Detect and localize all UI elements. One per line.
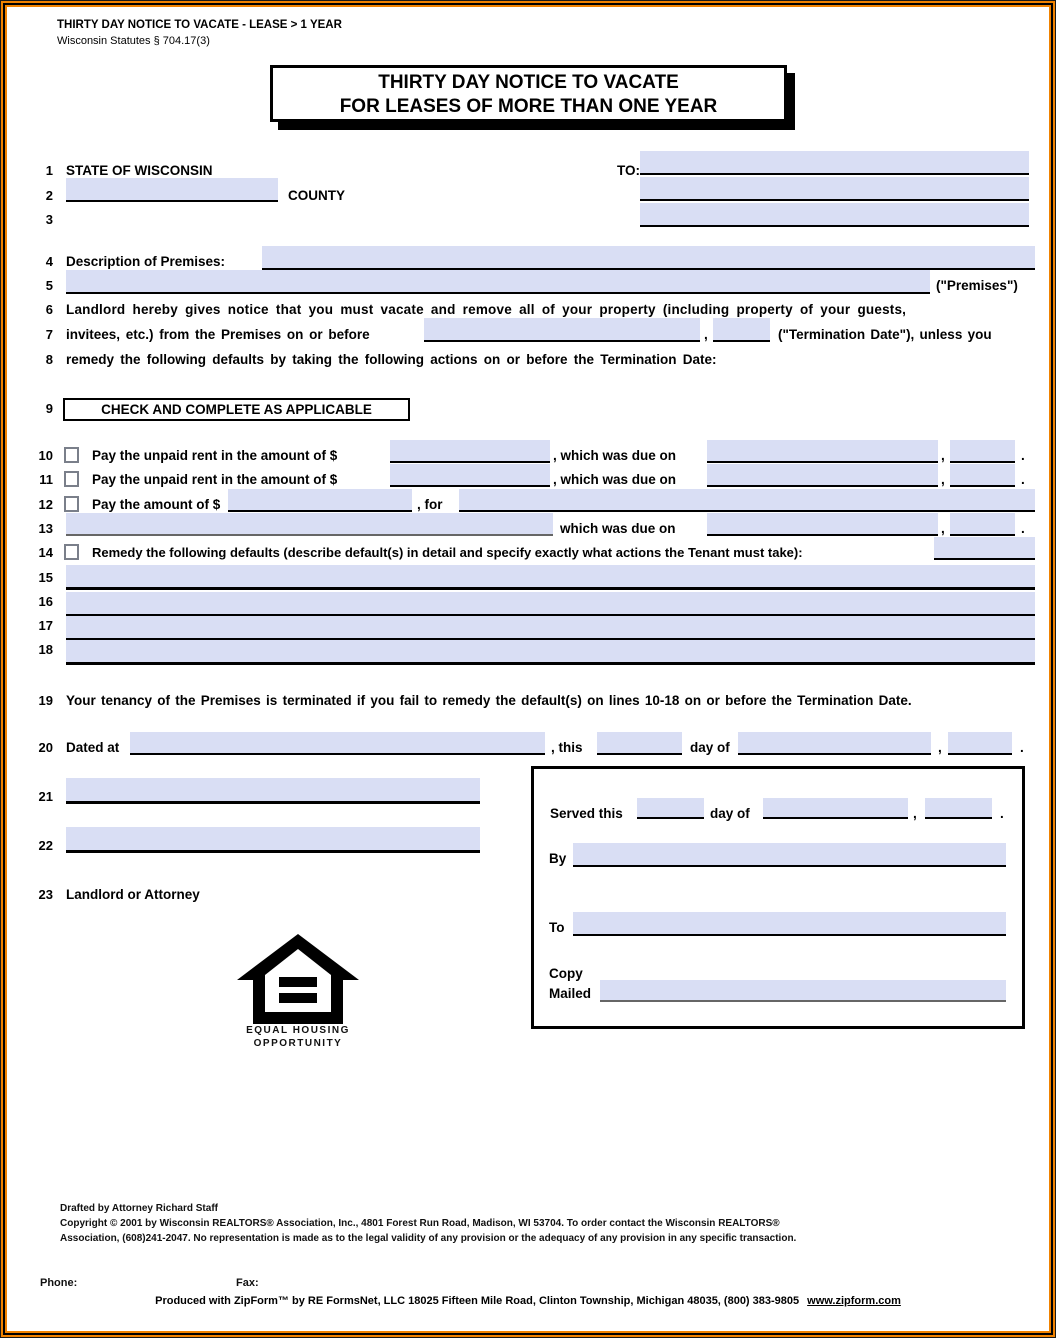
field-dated-month[interactable] <box>738 732 931 755</box>
line-number: 11 <box>39 472 53 487</box>
checkbox-remedy-defaults[interactable] <box>64 544 79 560</box>
field-due-date-3[interactable] <box>707 513 938 536</box>
copyright-text-line2: Association, (608)241-2047. No representation is made as to the legal validity of any provision or the adequacy of any provision in any specific transaction. <box>60 1233 797 1244</box>
notice-text-line8: remedy the following defaults by taking the following actions on or before the Termination Date: <box>66 352 717 367</box>
served-by-label: By <box>549 851 567 866</box>
day-of-label: day of <box>690 740 730 755</box>
zipform-link[interactable]: www.zipform.com <box>807 1295 901 1307</box>
equal-housing-caption-line2: OPPORTUNITY <box>253 1038 343 1049</box>
drafted-by-text: Drafted by Attorney Richard Staff <box>60 1203 218 1214</box>
field-remedy-5[interactable] <box>66 640 1035 665</box>
line-number: 23 <box>38 887 53 902</box>
field-amount-for-2[interactable] <box>66 513 553 536</box>
field-to-line2[interactable] <box>640 177 1029 201</box>
field-remedy-3[interactable] <box>66 592 1035 617</box>
form-title <box>270 65 787 122</box>
field-served-day[interactable] <box>637 798 704 819</box>
field-served-year[interactable] <box>925 798 992 819</box>
field-to-line3[interactable] <box>640 203 1029 227</box>
line-number: 12 <box>38 497 53 512</box>
line-number: 16 <box>38 594 53 609</box>
phone-label: Phone: <box>40 1277 78 1289</box>
field-remedy-2[interactable] <box>66 565 1035 590</box>
field-due-date-1[interactable] <box>707 440 938 463</box>
notice-text-line7-post: ("Termination Date"), unless you <box>778 327 992 342</box>
checkbox-pay-rent-1[interactable] <box>64 447 79 463</box>
this-label: , this <box>551 740 583 755</box>
line-number: 4 <box>45 254 53 269</box>
checkbox-pay-rent-2[interactable] <box>64 471 79 487</box>
comma-separator: , <box>941 521 945 536</box>
landlord-or-attorney-label: Landlord or Attorney <box>66 887 200 902</box>
period-separator: . <box>1021 448 1025 463</box>
field-signature-2[interactable] <box>66 827 480 853</box>
form-title-line2: FOR LEASES OF MORE THAN ONE YEAR <box>339 96 718 117</box>
to-label: TO: <box>617 163 640 178</box>
comma-separator: , <box>704 327 708 342</box>
statute-reference: Wisconsin Statutes § 704.17(3) <box>57 35 210 47</box>
comma-separator: , <box>913 806 917 821</box>
for-label: , for <box>417 497 443 512</box>
field-rent-amount-2[interactable] <box>390 464 550 487</box>
field-termination-year[interactable] <box>713 318 770 342</box>
line-number: 1 <box>45 163 53 178</box>
comma-separator: , <box>941 472 945 487</box>
served-to-label: To <box>549 920 565 935</box>
line-number: 13 <box>38 521 53 536</box>
description-label: Description of Premises: <box>66 254 226 269</box>
line-number: 17 <box>38 618 53 633</box>
equal-housing-caption-line1: EQUAL HOUSING <box>246 1025 350 1036</box>
field-due-date-2[interactable] <box>707 464 938 487</box>
which-was-due-label-1: , which was due on <box>553 448 677 463</box>
line-number: 5 <box>45 278 53 293</box>
field-remedy-1[interactable] <box>934 537 1035 560</box>
line-number: 21 <box>38 789 53 804</box>
line-number: 14 <box>38 545 53 560</box>
field-copy-mailed[interactable] <box>600 980 1006 1002</box>
comma-separator: , <box>938 740 942 755</box>
field-premises-description-2[interactable] <box>66 270 930 294</box>
copy-label: Copy <box>549 966 583 981</box>
fax-label: Fax: <box>236 1277 259 1289</box>
line-number: 20 <box>38 740 53 755</box>
field-remedy-4[interactable] <box>66 616 1035 641</box>
field-dated-at-city[interactable] <box>130 732 545 755</box>
field-due-year-1[interactable] <box>950 440 1015 463</box>
line-number: 15 <box>38 570 53 585</box>
line-number: 10 <box>38 448 53 463</box>
form-page <box>7 7 1049 1331</box>
pay-unpaid-rent-label-1: Pay the unpaid rent in the amount of $ <box>92 448 338 463</box>
pay-unpaid-rent-label-2: Pay the unpaid rent in the amount of $ <box>92 472 338 487</box>
field-due-year-3[interactable] <box>950 513 1015 536</box>
which-was-due-label-3: which was due on <box>560 521 676 536</box>
produced-with-zipform-line <box>7 1295 1049 1307</box>
field-served-by[interactable] <box>573 843 1006 867</box>
line-number: 8 <box>45 352 53 367</box>
equal-housing-logo-icon <box>235 933 361 1025</box>
period-separator: . <box>1021 472 1025 487</box>
field-amount[interactable] <box>228 489 412 512</box>
field-rent-amount-1[interactable] <box>390 440 550 463</box>
field-dated-year[interactable] <box>948 732 1012 755</box>
field-signature-1[interactable] <box>66 778 480 804</box>
field-county[interactable] <box>66 178 278 202</box>
premises-suffix-label: ("Premises") <box>936 278 1018 293</box>
county-label: COUNTY <box>288 188 345 203</box>
field-dated-day[interactable] <box>597 732 682 755</box>
line-number: 19 <box>38 693 53 708</box>
line-number: 7 <box>45 327 53 342</box>
period-separator: . <box>1021 521 1025 536</box>
field-amount-for-1[interactable] <box>459 489 1035 512</box>
state-label: STATE OF WISCONSIN <box>66 163 213 178</box>
form-title-line1: THIRTY DAY NOTICE TO VACATE <box>378 72 679 93</box>
field-served-to[interactable] <box>573 912 1006 936</box>
checkbox-pay-amount[interactable] <box>64 496 79 512</box>
tenancy-terminated-text: Your tenancy of the Premises is terminated if you fail to remedy the default(s) on lines 10-18 on or before the Termination Date. <box>66 693 912 708</box>
period-separator: . <box>1000 806 1004 821</box>
line-number: 22 <box>38 838 53 853</box>
line-number: 6 <box>45 302 53 317</box>
field-to-line1[interactable] <box>640 151 1029 175</box>
period-separator: . <box>1020 740 1024 755</box>
field-premises-description-1[interactable] <box>262 246 1035 270</box>
line-number: 3 <box>45 212 53 227</box>
pay-amount-label: Pay the amount of $ <box>92 497 221 512</box>
line-number: 18 <box>38 642 53 657</box>
line-number: 2 <box>45 188 53 203</box>
field-served-month[interactable] <box>763 798 908 819</box>
dated-at-label: Dated at <box>66 740 120 755</box>
line-number: 9 <box>45 401 53 416</box>
comma-separator: , <box>941 448 945 463</box>
which-was-due-label-2: , which was due on <box>553 472 677 487</box>
mailed-label: Mailed <box>549 986 592 1001</box>
field-due-year-2[interactable] <box>950 464 1015 487</box>
notice-text-line7-pre: invitees, etc.) from the Premises on or before <box>66 327 370 342</box>
check-and-complete-header: CHECK AND COMPLETE AS APPLICABLE <box>63 398 410 421</box>
remedy-defaults-label: Remedy the following defaults (describe default(s) in detail and specify exactly what actions the Tenant must take): <box>92 545 803 560</box>
doc-type-heading: THIRTY DAY NOTICE TO VACATE - LEASE > 1 YEAR <box>57 19 342 31</box>
served-day-of-label: day of <box>710 806 750 821</box>
notice-text-line6: Landlord hereby gives notice that you must vacate and remove all of your property (including property of your guests, <box>66 302 907 317</box>
produced-with-text: Produced with ZipForm™ by RE FormsNet, LLC 18025 Fifteen Mile Road, Clinton Township, Michigan 48035, (800) 383-9805 <box>155 1295 800 1307</box>
served-this-label: Served this <box>550 806 623 821</box>
copyright-text-line1: Copyright © 2001 by Wisconsin REALTORS® Association, Inc., 4801 Forest Run Road, Madison, WI 53704. To order contact the Wisconsin REALTORS® <box>60 1218 780 1229</box>
field-termination-date[interactable] <box>424 318 700 342</box>
